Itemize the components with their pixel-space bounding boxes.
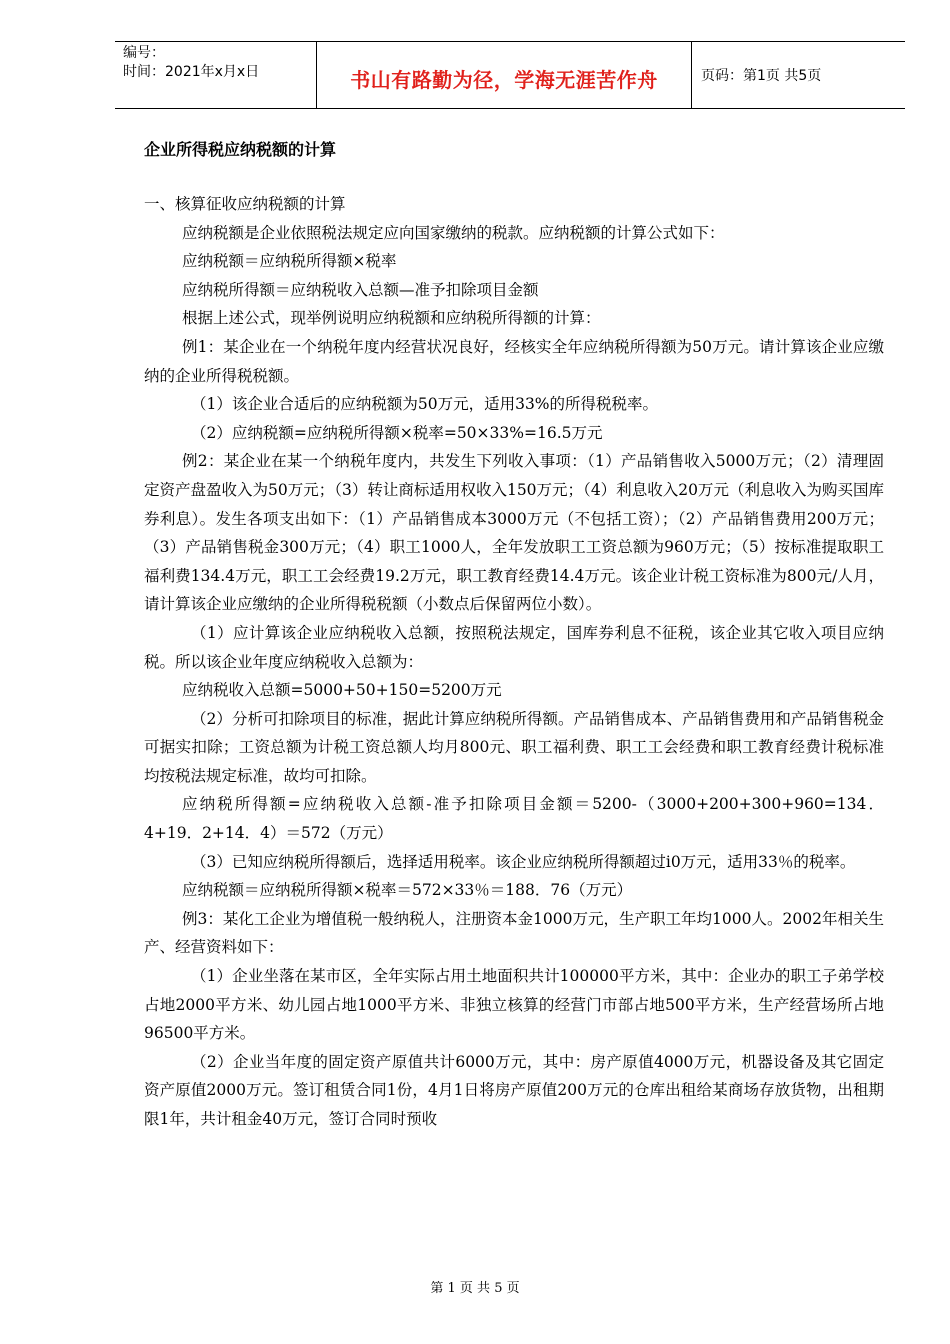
formula-line: 应纳税额＝应纳税所得额×税率＝572×33％＝188．76（万元） <box>182 881 633 900</box>
header-meta-cell <box>115 42 316 108</box>
formula-line: 应纳税收入总额=5000+50+150=5200万元 <box>182 681 502 700</box>
example-paragraph: 例3：某化工企业为增值税一般纳税人，注册资本金1000万元，生产职工年均1000人。2002年相关生产、经营资料如下： <box>144 909 884 957</box>
document-time-label: 时间：2021年x月x日 <box>123 64 260 80</box>
paragraph: （2）分析可扣除项目的标准，据此计算应纳税所得额。产品销售成本、产品销售费用和产品销售税金可据实扣除；工资总额为计税工资总额人均月800元、职工福利费、职工工会经费和职工教育经费计税标准均按税法规定标准，故均可扣除。 <box>144 709 884 785</box>
formula-line: 应纳税所得额=应纳税收入总额-准予扣除项目金额＝5200-（3000+200+300+960=134．4+19．2+14．4）＝572（万元） <box>144 795 884 843</box>
paragraph: 应纳税额是企业依照税法规定应向国家缴纳的税款。应纳税额的计算公式如下： <box>182 223 725 242</box>
header-motto-cell <box>316 42 692 108</box>
paragraph: （2）企业当年度的固定资产原值共计6000万元，其中：房产原值4000万元，机器设备及其它固定资产原值2000万元。签订租赁合同1份，4月1日将房产原值200万元的仓库出租给某商场存放货物，出租期限1年，共计租金40万元，签订合同时预收 <box>144 1052 884 1128</box>
document-body <box>144 190 884 1134</box>
paragraph: 根据上述公式，现举例说明应纳税额和应纳税所得额的计算： <box>182 309 601 328</box>
paragraph: （1）该企业合适后的应纳税额为50万元，适用33%的所得税税率。 <box>191 395 659 414</box>
header-page-cell <box>691 42 905 108</box>
paragraph: （2）应纳税额=应纳税所得额×税率=50×33%=16.5万元 <box>191 423 603 442</box>
formula-line: 应纳税所得额＝应纳税收入总额—准予扣除项目金额 <box>182 280 539 299</box>
example-paragraph: 例2：某企业在某一个纳税年度内，共发生下列收入事项：（1）产品销售收入5000万元；（2）清理固定资产盘盈收入为50万元；（3）转让商标适用权收入150万元；（4）利息收入20万元（利息收入为购买国库券利息）。发生各项支出如下：（1）产品销售成本3000万元（不包括工资）；（2）产品销售费用200万元；（3）产品销售税金300万元；（4）职工1000人，全年发放职工工资总额为960万元；（5）按标准提取职工福利费134.4万元，职工工会经费19.2万元，职工教育经费14.4万元。该企业计税工资标准为800元/人月，请计算该企业应缴纳的企业所得税税额（小数点后保留两位小数）。 <box>144 452 884 614</box>
document-number-label: 编号： <box>123 45 165 61</box>
document-header <box>115 41 905 109</box>
header-motto: 书山有路勤为径，学海无涯苦作舟 <box>350 68 658 92</box>
paragraph: （1）企业坐落在某市区，全年实际占用土地面积共计100000平方米，其中：企业办的职工子弟学校占地2000平方米、幼儿园占地1000平方米、非独立核算的经营门市部占地500平方米，生产经营场所占地96500平方米。 <box>144 967 884 1043</box>
header-page-info: 页码：第1页 共5页 <box>701 68 822 84</box>
example-paragraph: 例1：某企业在一个纳税年度内经营状况良好，经核实全年应纳税所得额为50万元。请计算该企业应缴纳的企业所得税税额。 <box>144 337 884 385</box>
document-title: 企业所得税应纳税额的计算 <box>144 140 337 159</box>
paragraph: （3）已知应纳税所得额后，选择适用税率。该企业应纳税所得额超过i0万元，适用33％的税率。 <box>191 852 856 871</box>
paragraph: （1）应计算该企业应纳税收入总额，按照税法规定，国库券利息不征税，该企业其它收入项目应纳税。所以该企业年度应纳税收入总额为： <box>144 623 884 671</box>
section-heading: 一、核算征收应纳税额的计算 <box>144 195 346 213</box>
page-footer: 第 1 页 共 5 页 <box>430 1281 520 1296</box>
formula-line: 应纳税额＝应纳税所得额×税率 <box>182 252 397 271</box>
